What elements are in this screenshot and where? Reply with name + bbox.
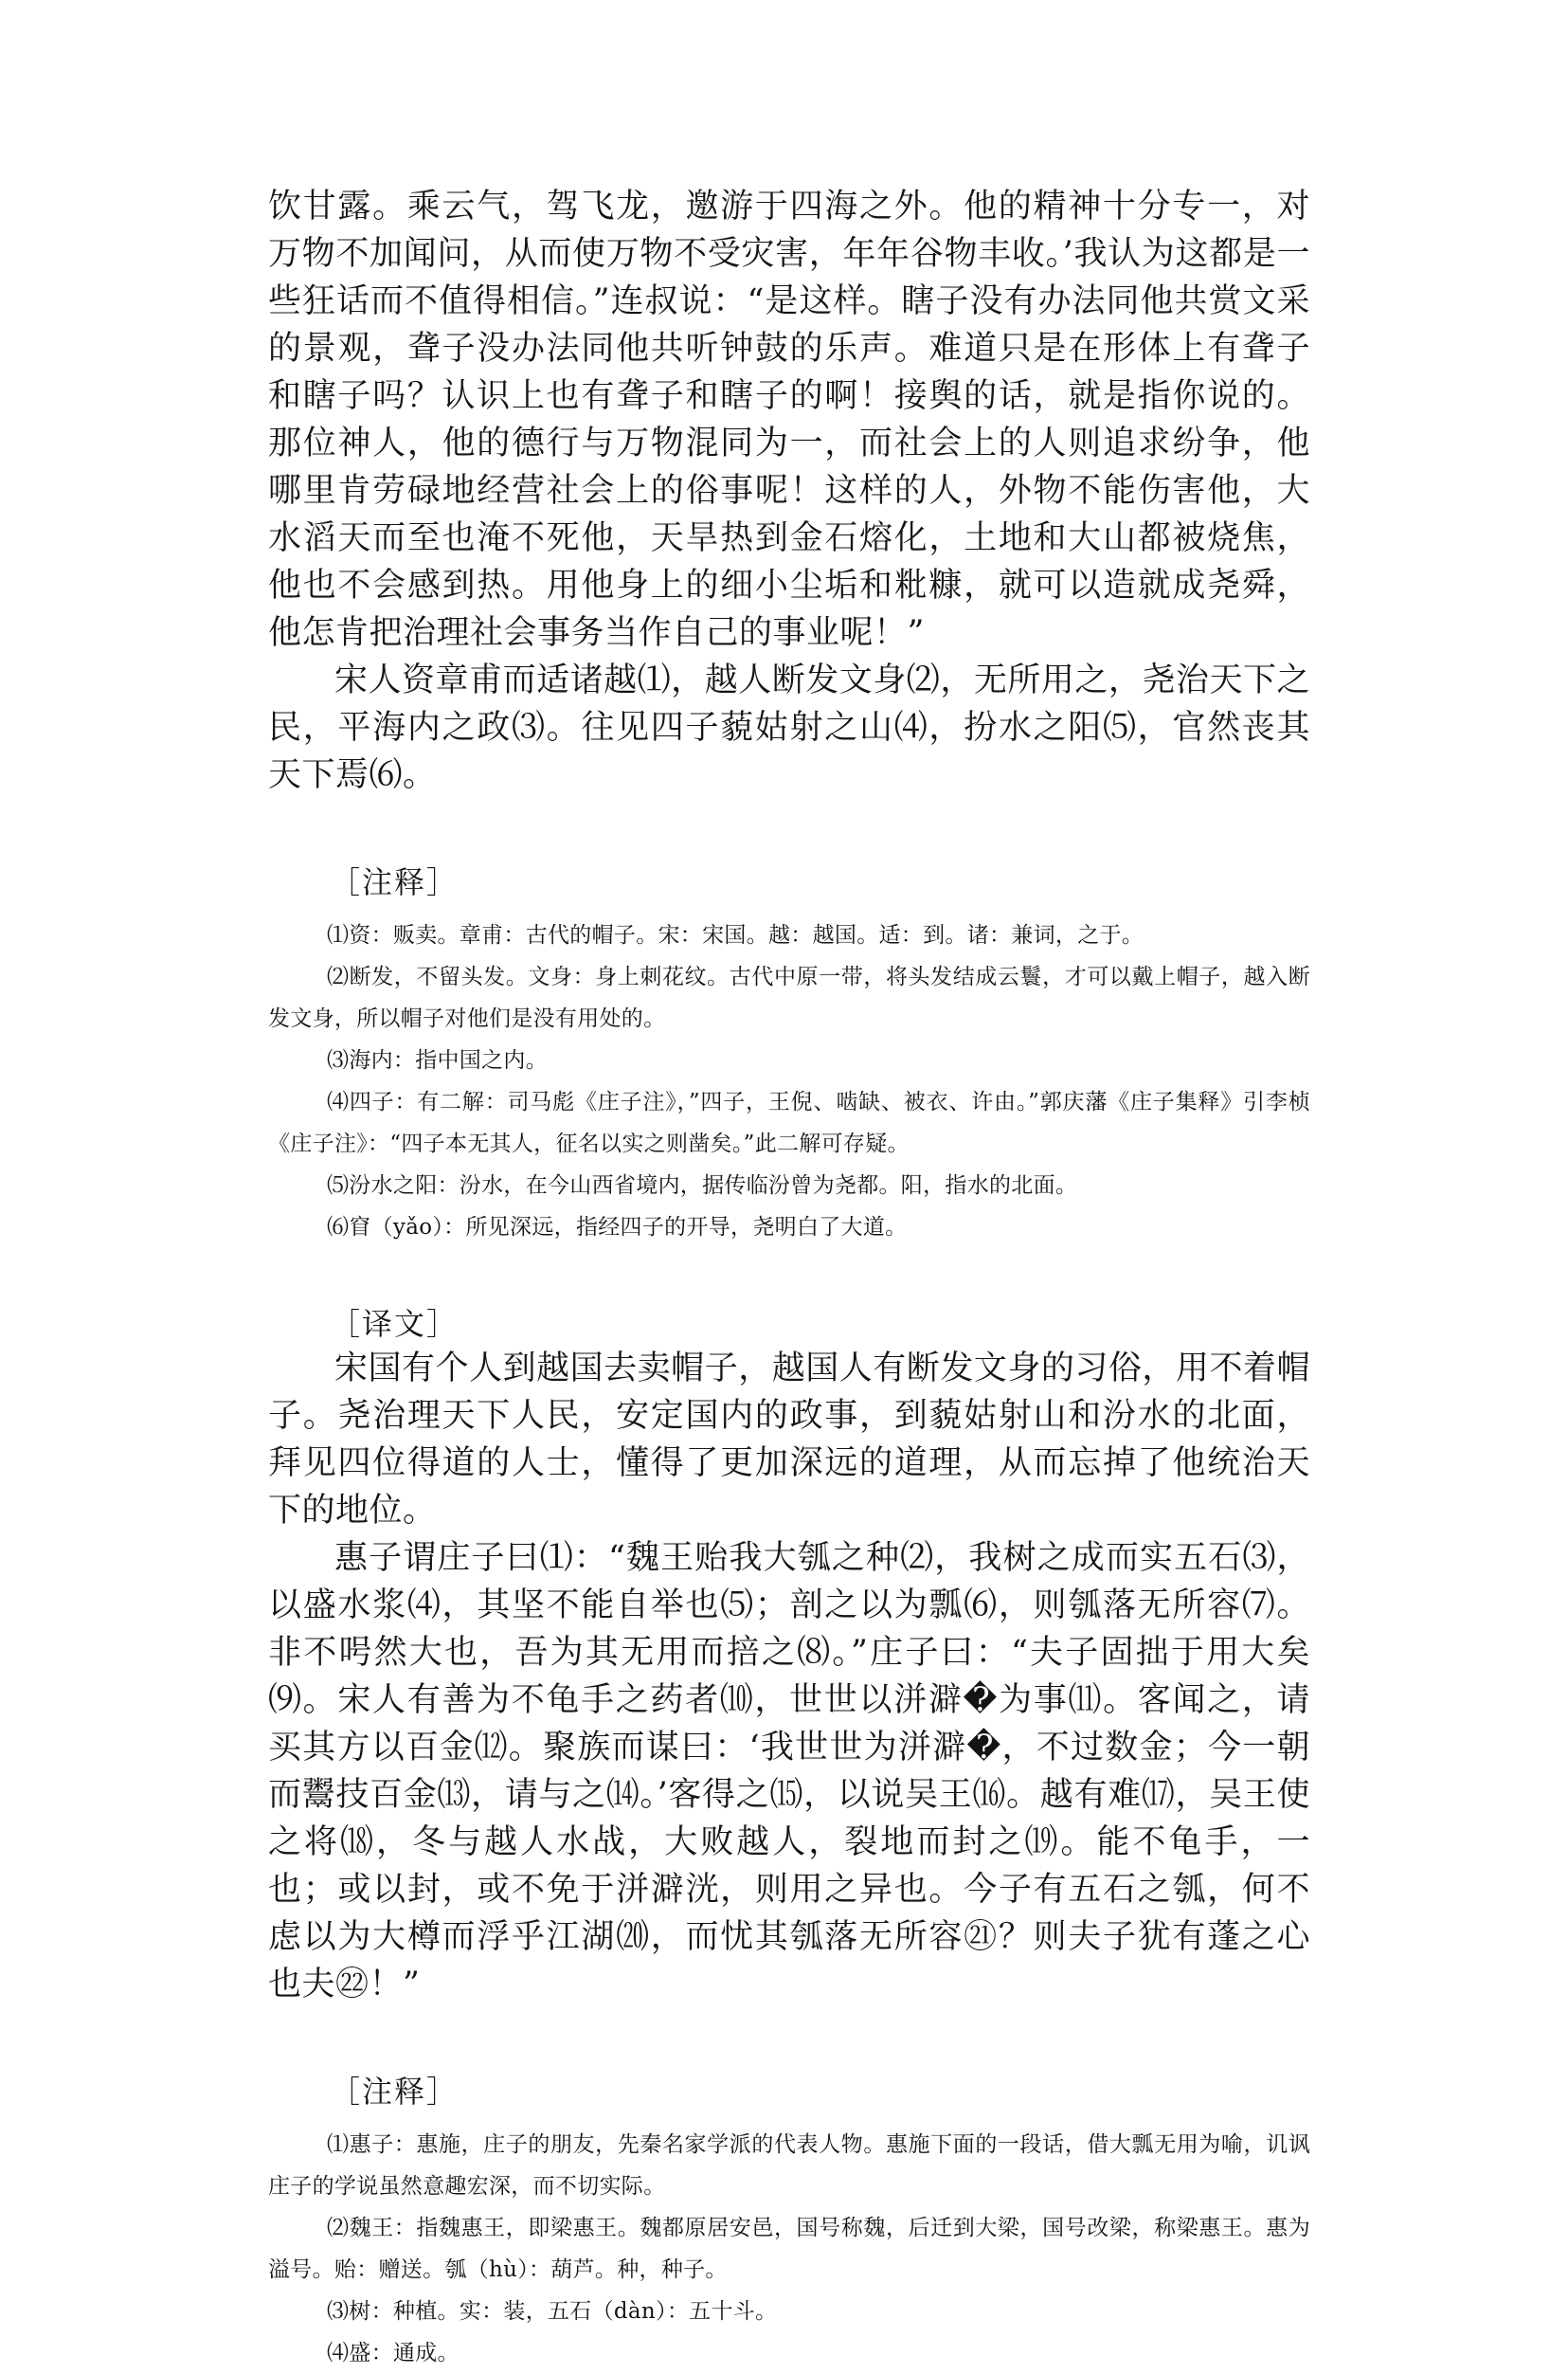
note-item: ⑵断发，不留头发。文身：身上刺花纹。古代中原一带，将头发结成云鬟，才可以戴上帽子，越入断发文身，所以帽子对他们是没有用处的。 <box>268 965 1310 1031</box>
translation-paragraph: 宋国有个人到越国去卖帽子，越国人有断发文身的习俗，用不着帽子。尧治理天下人民，安定国内的政事，到藐姑射山和汾水的北面，拜见四位得道的人士，懂得了更加深远的道理，从而忘掉了他统治天下的地位。 <box>268 1350 1310 1530</box>
document-page <box>268 183 1310 2374</box>
notes-heading: ［注释］ <box>330 864 460 900</box>
translation-heading: ［译文］ <box>330 1306 460 1342</box>
note-item: ⑷四子：有二解：司马彪《庄子注》，”四子，王倪、啮缺、被衣、许由。”郭庆藩《庄子集释》引李桢《庄子注》：“四子本无其人，征名以实之则凿矣。”此二解可存疑。 <box>268 1090 1310 1156</box>
note-item: ⑷盛：通成。 <box>327 2341 460 2365</box>
original-text-paragraph: 惠子谓庄子曰⑴：“魏王贻我大瓠之种⑵，我树之成而实五石⑶，以盛水浆⑷，其坚不能自举也⑸；剖之以为瓢⑹，则瓠落无所容⑺。非不呺然大也，吾为其无用而掊之⑻。”庄子曰：“夫子固拙于用大矣⑼。宋人有善为不龟手之药者⑽，世世以洴澼�为事⑾。客闻之，请买其方以百金⑿。聚族而谋曰：‘我世世为洴澼�，不过数金；今一朝而鬻技百金⒀，请与之⒁。’客得之⒂，以说吴王⒃。越有难⒄，吴王使之将⒅，冬与越人水战，大败越人，裂地而封之⒆。能不龟手，一也；或以封，或不免于洴澼洸，则用之异也。今子有五石之瓠，何不虑以为大樽而浮乎江湖⒇，而忧其瓠落无所容㉑？则夫子犹有蓬之心也夫㉒！” <box>268 1539 1310 2003</box>
note-item: ⑵魏王：指魏惠王，即梁惠王。魏都原居安邑，国号称魏，后迁到大梁，国号改梁，称梁惠王。惠为溢号。贻：赠送。瓠（hù）：葫芦。种，种子。 <box>268 2216 1310 2282</box>
note-item: ⑴惠子：惠施，庄子的朋友，先秦名家学派的代表人物。惠施下面的一段话，借大瓢无用为喻，讥讽庄子的学说虽然意趣宏深，而不切实际。 <box>268 2132 1310 2199</box>
note-item: ⑸汾水之阳：汾水，在今山西省境内，据传临汾曾为尧都。阳，指水的北面。 <box>327 1173 1078 1198</box>
note-item: ⑹窅（yǎo）：所见深远，指经四子的开导，尧明白了大道。 <box>327 1215 908 1240</box>
body-paragraph: 饮甘露。乘云气，驾飞龙，邀游于四海之外。他的精神十分专一，对万物不加闻问，从而使万物不受灾害，年年谷物丰收。’我认为这都是一些狂话而不值得相信。”连叔说：“是这样。瞎子没有办法同他共赏文采的景观，聋子没办法同他共听钟鼓的乐声。难道只是在形体上有聋子和瞎子吗？认识上也有聋子和瞎子的啊！接舆的话，就是指你说的。那位神人，他的德行与万物混同为一，而社会上的人则追求纷争，他哪里肯劳碌地经营社会上的俗事呢！这样的人，外物不能伤害他，大水滔天而至也淹不死他，天旱热到金石熔化，土地和大山都被烧焦，他也不会感到热。用他身上的细小尘垢和粃糠，就可以造就成尧舜，他怎肯把治理社会事务当作自己的事业呢！” <box>268 188 1310 652</box>
original-text-paragraph: 宋人资章甫而适诸越⑴，越人断发文身⑵，无所用之，尧治天下之民，平海内之政⑶。往见四子藐姑射之山⑷，扮水之阳⑸，官然丧其天下焉⑹。 <box>268 661 1310 794</box>
note-item: ⑴资：贩卖。章甫：古代的帽子。宋：宋国。越：越国。适：到。诸：兼词，之于。 <box>327 923 1144 948</box>
note-item: ⑶树：种植。实：装，五石（dàn）：五十斗。 <box>327 2299 778 2324</box>
note-item: ⑶海内：指中国之内。 <box>327 1048 548 1073</box>
notes-heading: ［注释］ <box>330 2074 460 2110</box>
